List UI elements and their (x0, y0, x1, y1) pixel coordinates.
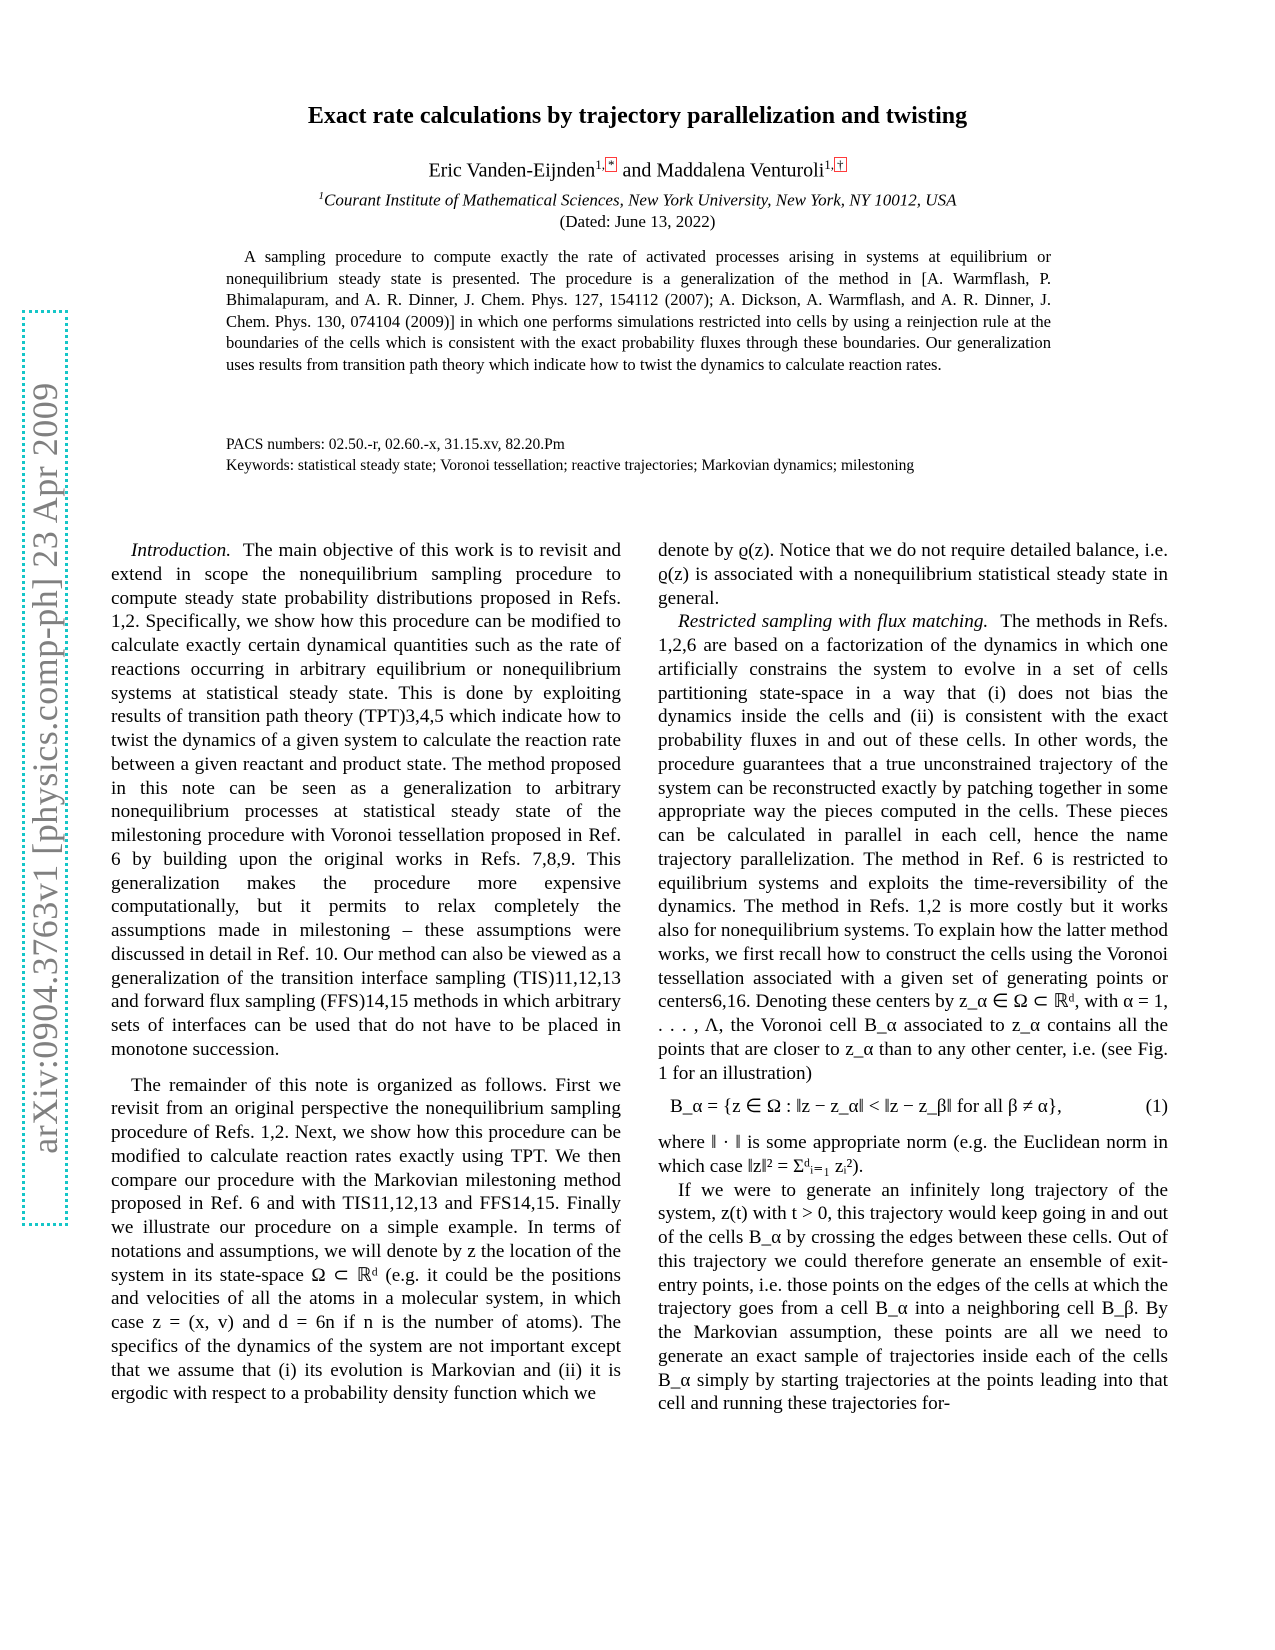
keywords: Keywords: statistical steady state; Voronoi tessellation; reactive trajectories; Markovian dynamics; milestoning (226, 457, 915, 474)
author-conjunction: and (622, 159, 652, 182)
left-column (111, 539, 621, 1406)
paragraph: If we were to generate an infinitely long trajectory of the system, z(t) with t > 0, this trajectory would keep going in and out of the cells B_α by crossing the edges between these cells. Out of this trajectory we could therefore generate an ensemble of exit-entry points, i.e. those points on the edges of the cells at which the trajectory goes from a cell B_α into a neighboring cell B_β. By the Markovian assumption, these points are all we need to generate an exact sample of trajectories inside each of the cells B_α simply by starting trajectories at the points leading into that cell and running these trajectories for- (658, 1179, 1168, 1415)
dated-line: (Dated: June 13, 2022) (559, 212, 716, 231)
affiliation (0, 190, 1275, 211)
paragraph (111, 539, 621, 1062)
affiliation-number: 1 (318, 190, 325, 202)
affiliation-text: Courant Institute of Mathematical Sciences, New York University, New York, NY 10012, USA (324, 190, 957, 210)
author-name: Maddalena Venturoli (656, 159, 825, 182)
paragraph-text: The methods in Refs. 1,2,6 are based on a factorization of the dynamics in which one artificially constrains the system to evolve in a set of cells partitioning state-space in a way that (i) does not bias the dynamics inside the cells and (ii) is consistent with the exact probability fluxes in and out of these cells. In other words, the procedure guarantees that a true unconstrained trajectory of the system can be reconstructed exactly by patching together in some appropriate way the pieces computed in the cells. These pieces can be calculated in parallel in each cell, hence the name trajectory parallelization. The method in Ref. 6 is restricted to equilibrium systems and exploits the time-reversibility of the dynamics. The method in Refs. 1,2 is more costly but it works also for nonequilibrium systems. To explain how the latter method works, we first recall how to construct the cells using the Voronoi tessellation associated with a given set of generating points or centers6,16. Denoting these centers by z_α ∈ Ω ⊂ ℝᵈ, with α = 1, . . . , Λ, the Voronoi cell B_α associated to z_α contains all the points that are closer to z_α than to any other center, i.e. (see Fig. 1 for an illustration) (658, 611, 1168, 1084)
author-name: Eric Vanden-Eijnden (428, 159, 596, 182)
paragraph-lead: Introduction. (131, 540, 232, 561)
paper-title: Exact rate calculations by trajectory parallelization and twisting (307, 103, 968, 129)
equation-body: B_α = {z ∈ Ω : ‖z − z_α‖ < ‖z − z_β‖ for all β ≠ α}, (670, 1096, 1062, 1118)
equation-1 (658, 1095, 1168, 1119)
paragraph (658, 610, 1168, 1085)
paragraph: where ‖ · ‖ is some appropriate norm (e.g. the Euclidean norm in which case ‖z‖² = Σᵈᵢ₌₁ zᵢ²). (658, 1132, 1168, 1177)
affiliation-mark: 1, (595, 157, 605, 172)
footnote-link[interactable]: * (605, 157, 618, 172)
abstract: A sampling procedure to compute exactly the rate of activated processes arising in systems at equilibrium or nonequilibrium steady state is presented. The procedure is a generalization of the method in [A. Warmflash, P. Bhimalapuram, and A. R. Dinner, J. Chem. Phys. 127, 154112 (2007); A. Dickson, A. Warmflash, and A. R. Dinner, J. Chem. Phys. 130, 074104 (2009)] in which one performs simulations restricted into cells by using a reinjection rule at the boundaries of the cells which is consistent with the exact probability fluxes through these boundaries. Our generalization uses results from transition path theory which indicate how to twist the dynamics to calculate reaction rates. (226, 247, 1051, 374)
arxiv-identifier-stamp[interactable] (22, 310, 72, 1230)
paragraph: The remainder of this note is organized as follows. First we revisit from an original perspective the nonequilibrium sampling procedure of Refs. 1,2. Next, we show how this procedure can be modified to calculate reaction rates exactly using TPT. We then compare our procedure with the Markovian milestoning method proposed in Ref. 6 and with TIS11,12,13 and FFS14,15. Finally we illustrate our procedure on a simple example. In terms of notations and assumptions, we will denote by z the location of the system in its state-space Ω ⊂ ℝᵈ (e.g. it could be the positions and velocities of all the atoms in a molecular system, in which case z = (x, v) and d = 6n if n is the number of atoms). The specifics of the dynamics of the system are not important except that we assume that (i) its evolution is Markovian and (ii) it is ergodic with respect to a probability density function which we (111, 1074, 621, 1405)
arxiv-identifier-text[interactable]: arXiv:0904.3763v1 [physics.comp-ph] 23 Apr 2009 (25, 382, 65, 1154)
paragraph: denote by ϱ(z). Notice that we do not require detailed balance, i.e. ϱ(z) is associated with a nonequilibrium statistical steady state in general. (658, 540, 1168, 609)
pacs-numbers: PACS numbers: 02.50.-r, 02.60.-x, 31.15.xv, 82.20.Pm (226, 436, 565, 453)
affiliation-mark: 1, (824, 157, 835, 172)
paragraph-lead: Restricted sampling with flux matching. (678, 611, 989, 633)
paragraph-text: The main objective of this work is to revisit and extend in scope the nonequilibrium sampling procedure to compute steady state probability distributions proposed in Refs. 1,2. Specifically, we show how this procedure can be modified to calculate exactly certain dynamical quantities such as the rate of reactions occurring in arbitrary equilibrium or nonequilibrium systems at statistical steady state. This is done by exploiting results of transition path theory (TPT)3,4,5 which indicate how to twist the dynamics of a given system to calculate the reaction rate between a given reactant and product state. The method proposed in this note can be seen as a generalization to arbitrary nonequilibrium processes at statistical steady state of the milestoning procedure with Voronoi tessellation proposed in Ref. 6 by building upon the original works in Refs. 7,8,9. This generalization makes the procedure more expensive computationally, but it permits to relax completely the assumptions made in milestoning – these assumptions were discussed in detail in Ref. 10. Our method can also be viewed as a generalization of the transition interface sampling (TIS)11,12,13 and forward flux sampling (FFS)14,15 methods in which arbitrary sets of interfaces can be used that do not have to be placed in monotone succession. (111, 540, 622, 1060)
right-column (658, 539, 1168, 1416)
equation-number: (1) (1145, 1096, 1168, 1118)
footnote-link[interactable]: † (834, 157, 847, 172)
author-line (0, 157, 1275, 183)
